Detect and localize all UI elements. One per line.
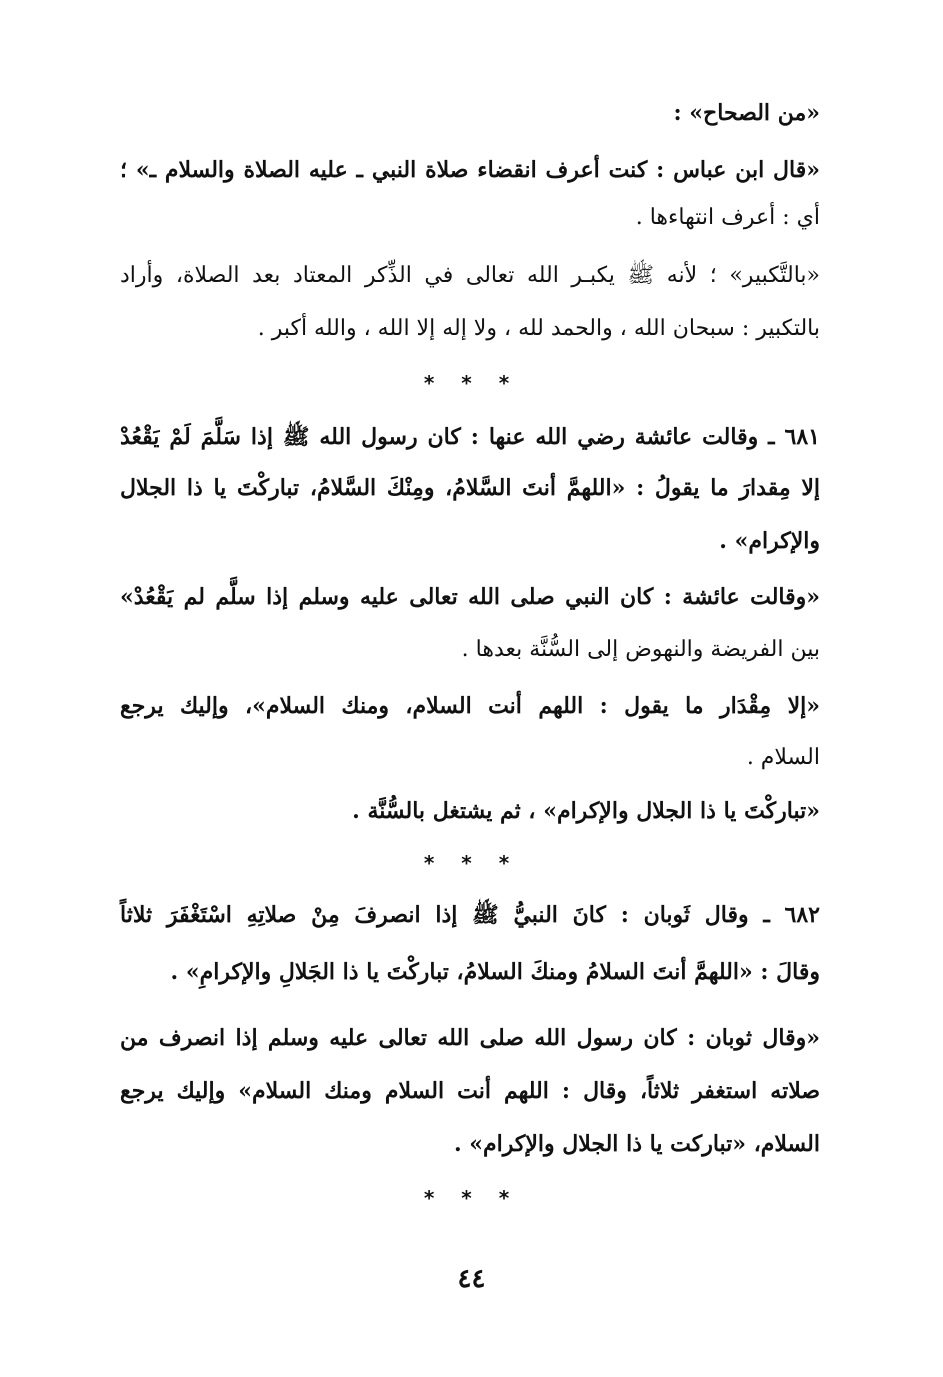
hadith-681-line-1: ٦٨١ ـ وقالت عائشة رضي الله عنها : كان رسول الله ﷺ إذا سَلَّمَ لَمْ يَقْعُدْ [120, 424, 820, 450]
takbir-line-2: بالتكبير : سبحان الله ، والحمد لله ، ولا إله إلا الله ، والله أكبر . [257, 316, 820, 341]
thawban-comment-line-3: السلام، «تباركت يا ذا الجلال والإكرام» . [453, 1131, 820, 1157]
miqdar-comment-line-1: «إلا مِقْدَار ما يقول : اللهم أنت السلام، ومنك السلام»، وإليك يرجع [120, 693, 820, 719]
hadith-681-line-3: والإكرام» . [719, 528, 820, 554]
page-number: ٤٤ [457, 1264, 486, 1294]
aisha-comment-line-1: «وقالت عائشة : كان النبي صلى الله تعالى عليه وسلم إذا سلَّم لم يَقْعُدْ» [120, 584, 820, 610]
miqdar-comment-line-2: السلام . [746, 745, 820, 770]
thawban-comment-line-1: «وقال ثوبان : كان رسول الله صلى الله تعالى عليه وسلم إذا انصرف من [120, 1025, 820, 1051]
ibn-abbas-line-2: أي : أعرف انتهاءها . [635, 205, 820, 230]
sihah-heading: «من الصحاح» : [673, 100, 820, 126]
separator-1: * * * [423, 371, 520, 395]
separator-3: * * * [423, 1186, 520, 1210]
tabarakt-comment-line-1: «تباركْتَ يا ذا الجلال والإكرام» ، ثم يشتغل بالسُّنَّة . [352, 798, 820, 824]
thawban-comment-line-2: صلاته استغفر ثلاثاً، وقال : اللهم أنت السلام ومنك السلام» وإليك يرجع [120, 1078, 820, 1104]
takbir-line-1: «بالتَّكبير» ؛ لأنه ﷺ يكبـر الله تعالى في الذِّكر المعتاد بعد الصلاة، وأراد [120, 263, 820, 288]
ibn-abbas-line-1: «قال ابن عباس : كنت أعرف انقضاء صلاة النبي ـ عليه الصلاة والسلام ـ» ؛ [120, 157, 820, 183]
hadith-681-line-2: إلا مِقدارَ ما يقولُ : «اللهمَّ أنتَ السَّلامُ، ومِنْكَ السَّلامُ، تباركْتَ يا ذا الجلال [120, 475, 820, 501]
aisha-comment-line-2: بين الفريضة والنهوض إلى السُّنَّة بعدها . [461, 637, 820, 662]
hadith-682-line-2: وقالَ : «اللهمَّ أنتَ السلامُ ومنكَ السلامُ، تباركْتَ يا ذا الجَلالِ والإكرامِ» . [170, 959, 820, 985]
hadith-682-line-1: ٦٨٢ ـ وقال ثَوبان : كانَ النبيُّ ﷺ إذا انصرفَ مِنْ صلاتِهِ اسْتَغْفَرَ ثلاثاً [120, 902, 820, 928]
separator-2: * * * [423, 851, 520, 875]
